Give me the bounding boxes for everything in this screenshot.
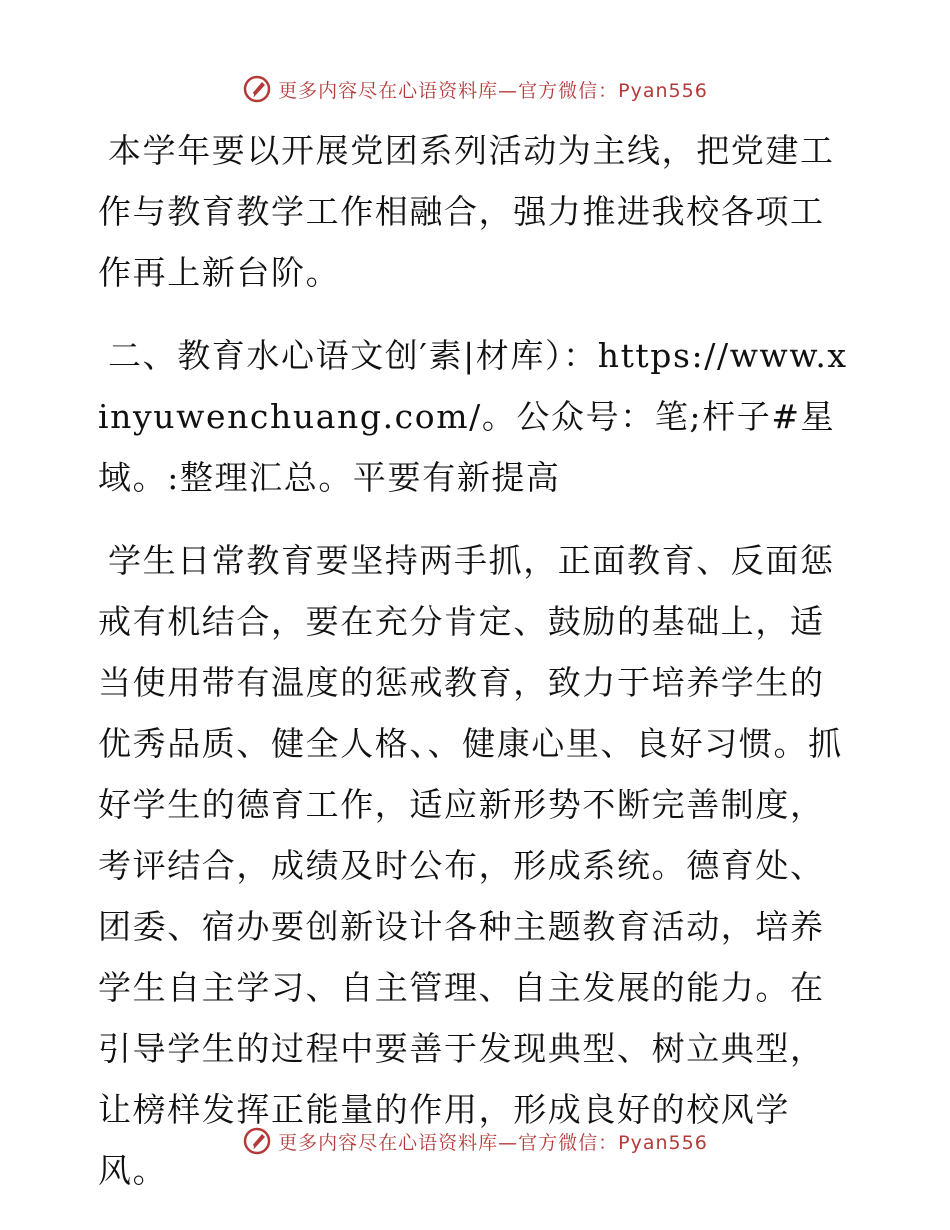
footer-watermark — [0, 1126, 950, 1156]
pen-logo-icon — [242, 1126, 272, 1156]
paragraph-2: 二、教育水心语文创′素|材库）：https://www.xinyuwenchuang.com/。公众号：笔;杆子#星域。:整理汇总。平要有新提高 — [98, 336, 848, 497]
paragraph-3: 学生日常教育要坚持两手抓，正面教育、反面惩戒有机结合，要在充分肯定、鼓励的基础上，适当使用带有温度的惩戒教育，致力于培养学生的优秀品质、健全人格、、健康心里、良好习惯。抓好学生的德育工作，适应新形势不断完善制度，考评结合，成绩及时公布，形成系统。德育处、团委、宿办要创新设计各种主题教育活动，培养学生自主学习、自主管理、自主发展的能力。在引导学生的过程中要善于发现典型、树立典型，让榜样发挥正能量的作用，形成良好的校风学风。 — [98, 541, 843, 1190]
document-body — [98, 120, 858, 1223]
footer-watermark-text: 更多内容尽在心语资料库—官方微信：Pyan556 — [278, 1131, 708, 1154]
header-watermark — [0, 74, 950, 104]
paragraph-1: 本学年要以开展党团系列活动为主线，把党建工作与教育教学工作相融合，强力推进我校各项工作再上新台阶。 — [98, 131, 835, 292]
header-watermark-text: 更多内容尽在心语资料库—官方微信：Pyan556 — [278, 79, 708, 102]
pen-logo-icon — [242, 74, 272, 104]
